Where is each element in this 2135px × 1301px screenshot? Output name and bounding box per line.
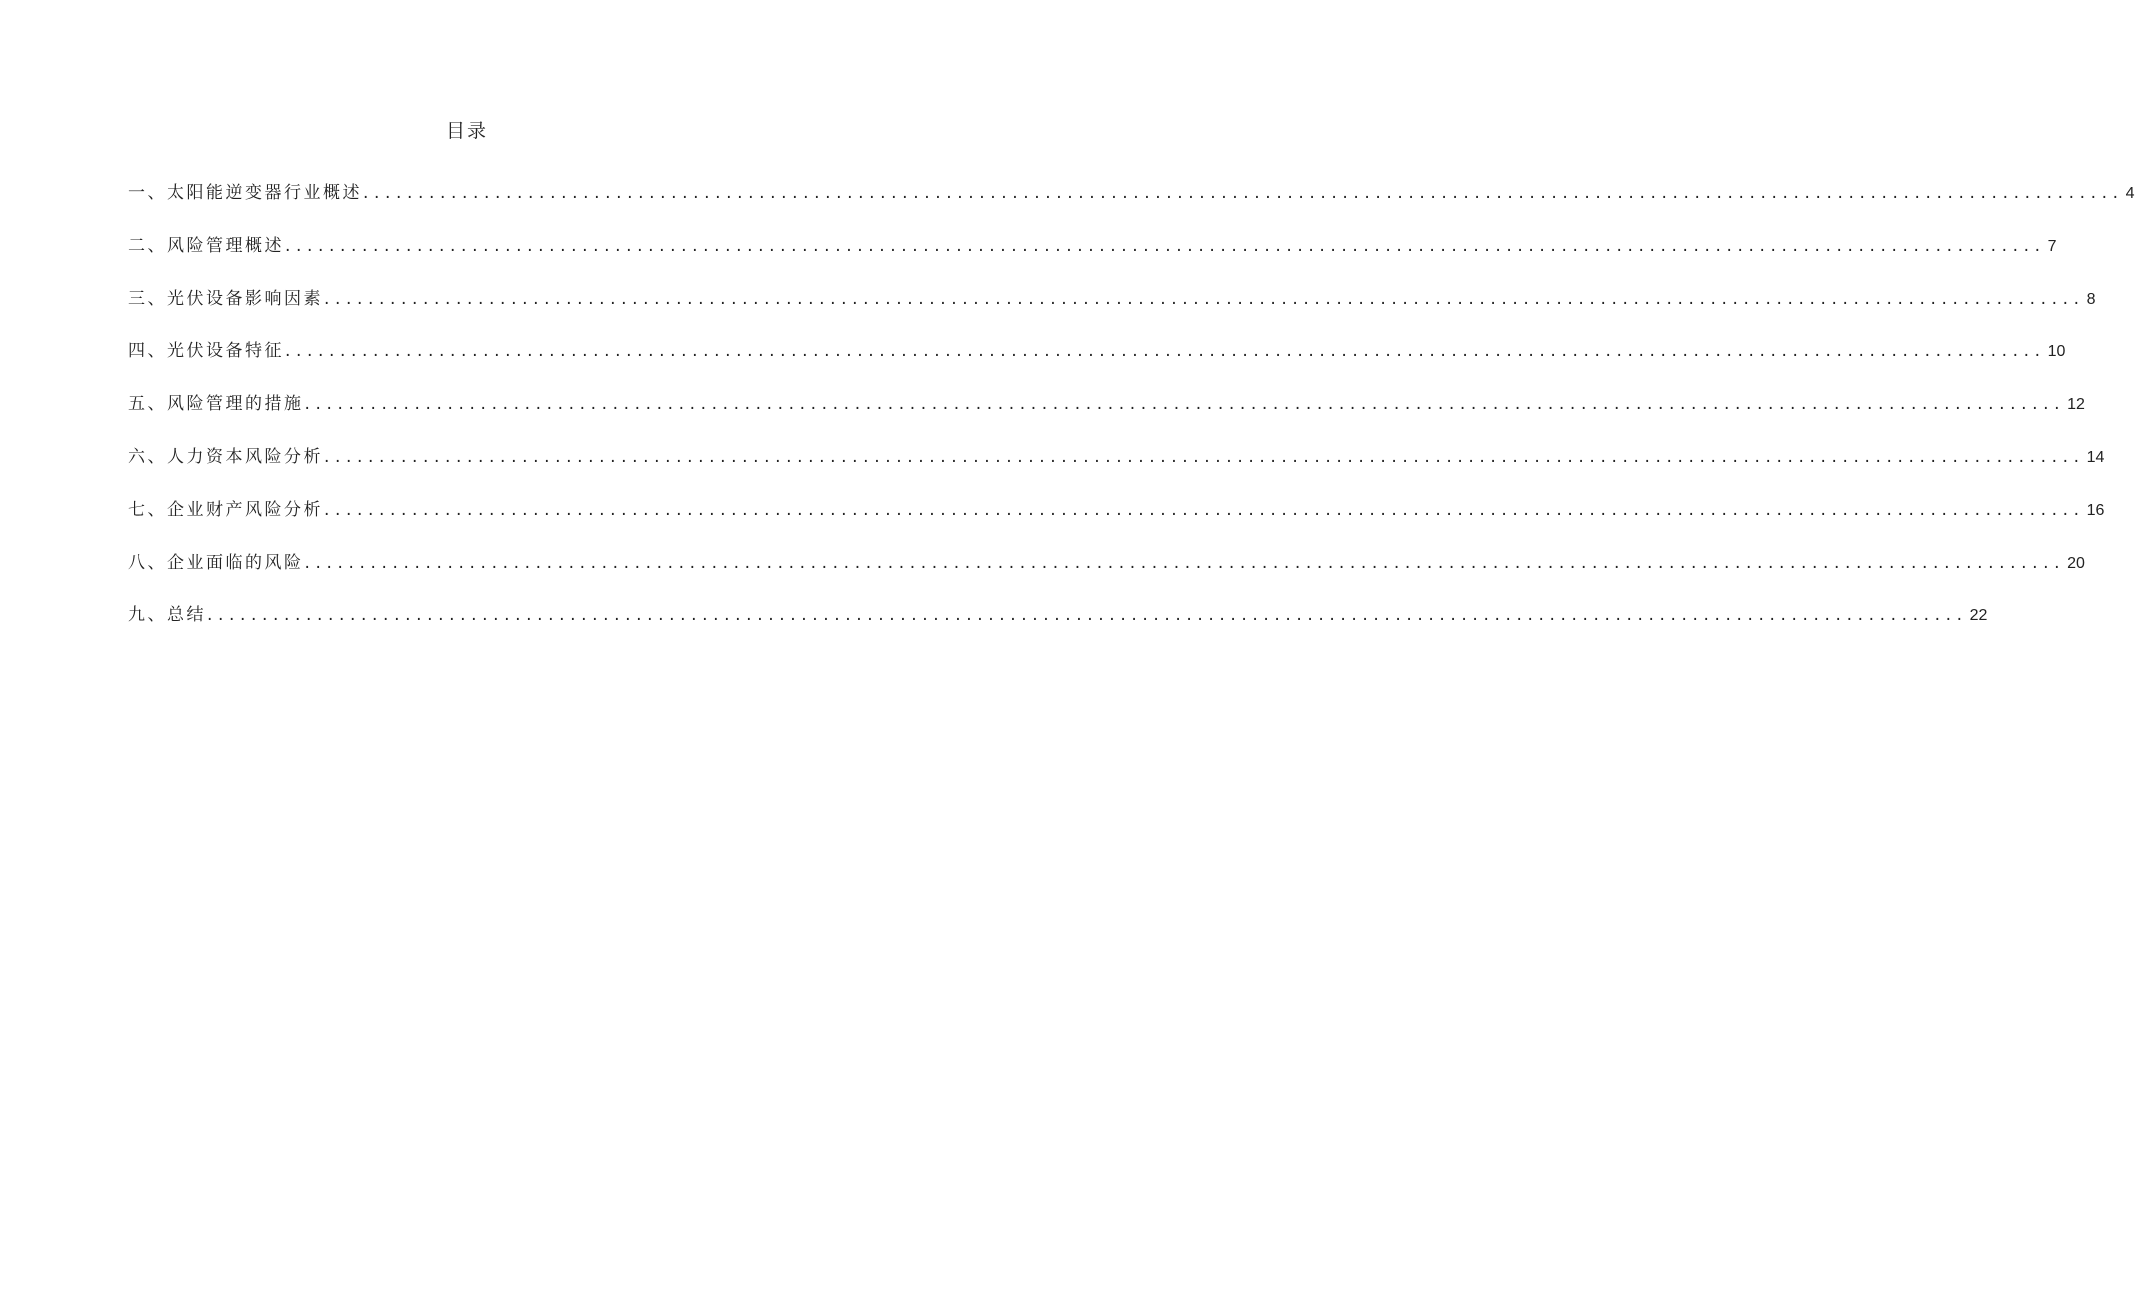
toc-entry[interactable] bbox=[128, 548, 2085, 601]
toc-entry-label: 五、风险管理的措施 bbox=[128, 394, 304, 415]
toc-leader-dots: ................................................................................................................................................................ bbox=[285, 341, 2046, 362]
toc-list bbox=[128, 178, 2135, 653]
toc-title: 目录 bbox=[445, 120, 488, 142]
toc-entry[interactable] bbox=[128, 389, 2085, 442]
toc-entry-label: 二、风险管理概述 bbox=[128, 235, 284, 256]
toc-entry-page-number: 4 bbox=[2125, 185, 2135, 202]
toc-entry-page-number: 14 bbox=[2086, 448, 2105, 466]
toc-entry-page-number: 22 bbox=[1969, 607, 1988, 625]
toc-entry-label: 九、总结 bbox=[128, 605, 206, 626]
toc-entry-label: 六、人力资本风险分析 bbox=[128, 446, 323, 467]
toc-entry-page-number: 16 bbox=[2086, 501, 2105, 519]
toc-leader-dots: ................................................................................................................................................................ bbox=[324, 499, 2085, 520]
toc-entry[interactable] bbox=[128, 336, 2066, 389]
toc-entry[interactable] bbox=[128, 442, 2105, 495]
toc-entry[interactable] bbox=[128, 495, 2105, 548]
toc-entry-page-number: 7 bbox=[2047, 237, 2057, 255]
toc-leader-dots: ................................................................................................................................................................ bbox=[285, 235, 2046, 256]
toc-entry-page-number: 10 bbox=[2047, 343, 2066, 361]
toc-leader-dots: ................................................................................................................................................................ bbox=[304, 552, 2066, 573]
toc-entry-label: 八、企业面临的风险 bbox=[128, 552, 304, 573]
toc-leader-dots: ................................................................................................................................................................ bbox=[363, 183, 2124, 203]
toc-leader-dots: ................................................................................................................................................................ bbox=[324, 446, 2085, 467]
toc-entry[interactable] bbox=[128, 600, 1988, 653]
toc-entry-label: 四、光伏设备特征 bbox=[128, 341, 284, 362]
toc-entry-page-number: 12 bbox=[2067, 396, 2085, 414]
toc-leader-dots: ................................................................................................................................................................ bbox=[324, 288, 2085, 309]
toc-leader-dots: ................................................................................................................................................................ bbox=[207, 605, 1968, 626]
toc-entry-label: 三、光伏设备影响因素 bbox=[128, 288, 323, 309]
toc-entry[interactable] bbox=[128, 178, 2135, 231]
toc-entry-label: 一、太阳能逆变器行业概述 bbox=[128, 183, 362, 203]
toc-entry[interactable] bbox=[128, 231, 2057, 284]
toc-leader-dots: ................................................................................................................................................................ bbox=[304, 394, 2066, 415]
toc-entry-page-number: 8 bbox=[2086, 290, 2096, 308]
toc-entry[interactable] bbox=[128, 284, 2096, 337]
toc-entry-label: 七、企业财产风险分析 bbox=[128, 499, 323, 520]
toc-entry-page-number: 20 bbox=[2067, 554, 2085, 572]
